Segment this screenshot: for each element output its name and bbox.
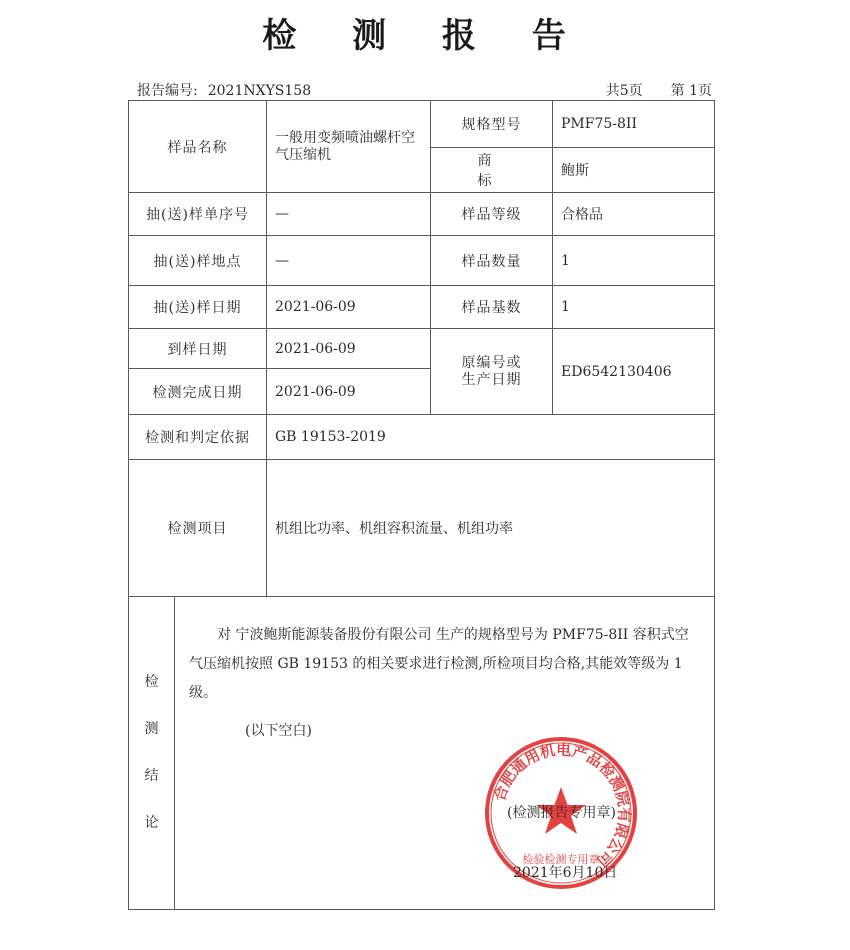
report-number-value: 2021NXYS158: [207, 83, 312, 99]
sample-name-label: 样品名称: [129, 101, 267, 193]
report-number: [137, 80, 311, 100]
conclusion-body: [175, 597, 715, 910]
orig-value: ED6542130406: [553, 329, 715, 415]
base-label: 样品基数: [431, 286, 553, 329]
basis-label: 检测和判定依据: [129, 415, 267, 460]
arrival-value: 2021-06-09: [267, 329, 431, 369]
complete-value: 2021-06-09: [267, 369, 431, 415]
items-label: 检测项目: [129, 460, 267, 597]
current-page: 第 1页: [670, 83, 712, 99]
model-label: 规格型号: [431, 101, 553, 148]
seal-date: 2021年6月10日: [513, 865, 618, 881]
sample-name-value: 一般用变频喷油螺杆空气压缩机: [267, 101, 431, 193]
report-number-label: 报告编号:: [137, 83, 198, 99]
qty-value: 1: [553, 236, 715, 286]
conclusion-char: 结: [144, 768, 159, 784]
page-indicator: [606, 80, 712, 100]
conclusion-char: 检: [144, 674, 159, 690]
qty-label: 样品数量: [431, 236, 553, 286]
seal-label: (检测报告专用章): [507, 805, 616, 821]
conclusion-label: [129, 597, 175, 910]
grade-label: 样品等级: [431, 193, 553, 236]
trademark-value: 鲍斯: [553, 148, 715, 193]
items-value: 机组比功率、机组容积流量、机组功率: [267, 460, 715, 597]
report-table: [128, 100, 715, 910]
conclusion-char: 论: [144, 815, 159, 831]
complete-label: 检测完成日期: [129, 369, 267, 415]
model-value: PMF75-8II: [553, 101, 715, 148]
serial-label: 抽(送)样单序号: [129, 193, 267, 236]
place-value: —: [267, 236, 431, 286]
date-value: 2021-06-09: [267, 286, 431, 329]
seal-inner-text: 检验检测专用章: [522, 853, 600, 866]
arrival-label: 到样日期: [129, 329, 267, 369]
place-label: 抽(送)样地点: [129, 236, 267, 286]
blank-note: (以下空白): [245, 723, 312, 739]
base-value: 1: [553, 286, 715, 329]
basis-value: GB 19153-2019: [267, 415, 715, 460]
date-label: 抽(送)样日期: [129, 286, 267, 329]
conclusion-text: 对 宁波鲍斯能源装备股份有限公司 生产的规格型号为 PMF75-8II 容积式空气压缩机按照 GB 19153 的相关要求进行检测,所检项目均合格,其能效等级为 1 级。: [189, 627, 689, 701]
grade-value: 合格品: [553, 193, 715, 236]
orig-label: 原编号或生产日期: [431, 329, 553, 415]
conclusion-char: 测: [144, 721, 159, 737]
trademark-label: 商 标: [431, 148, 553, 193]
seal-arc-path-text: 合肥通用机电产品检测院有限公司: [490, 740, 634, 871]
total-pages: 共5页: [605, 83, 643, 99]
serial-value: —: [267, 193, 431, 236]
report-title: 检 测 报 告: [262, 16, 588, 56]
